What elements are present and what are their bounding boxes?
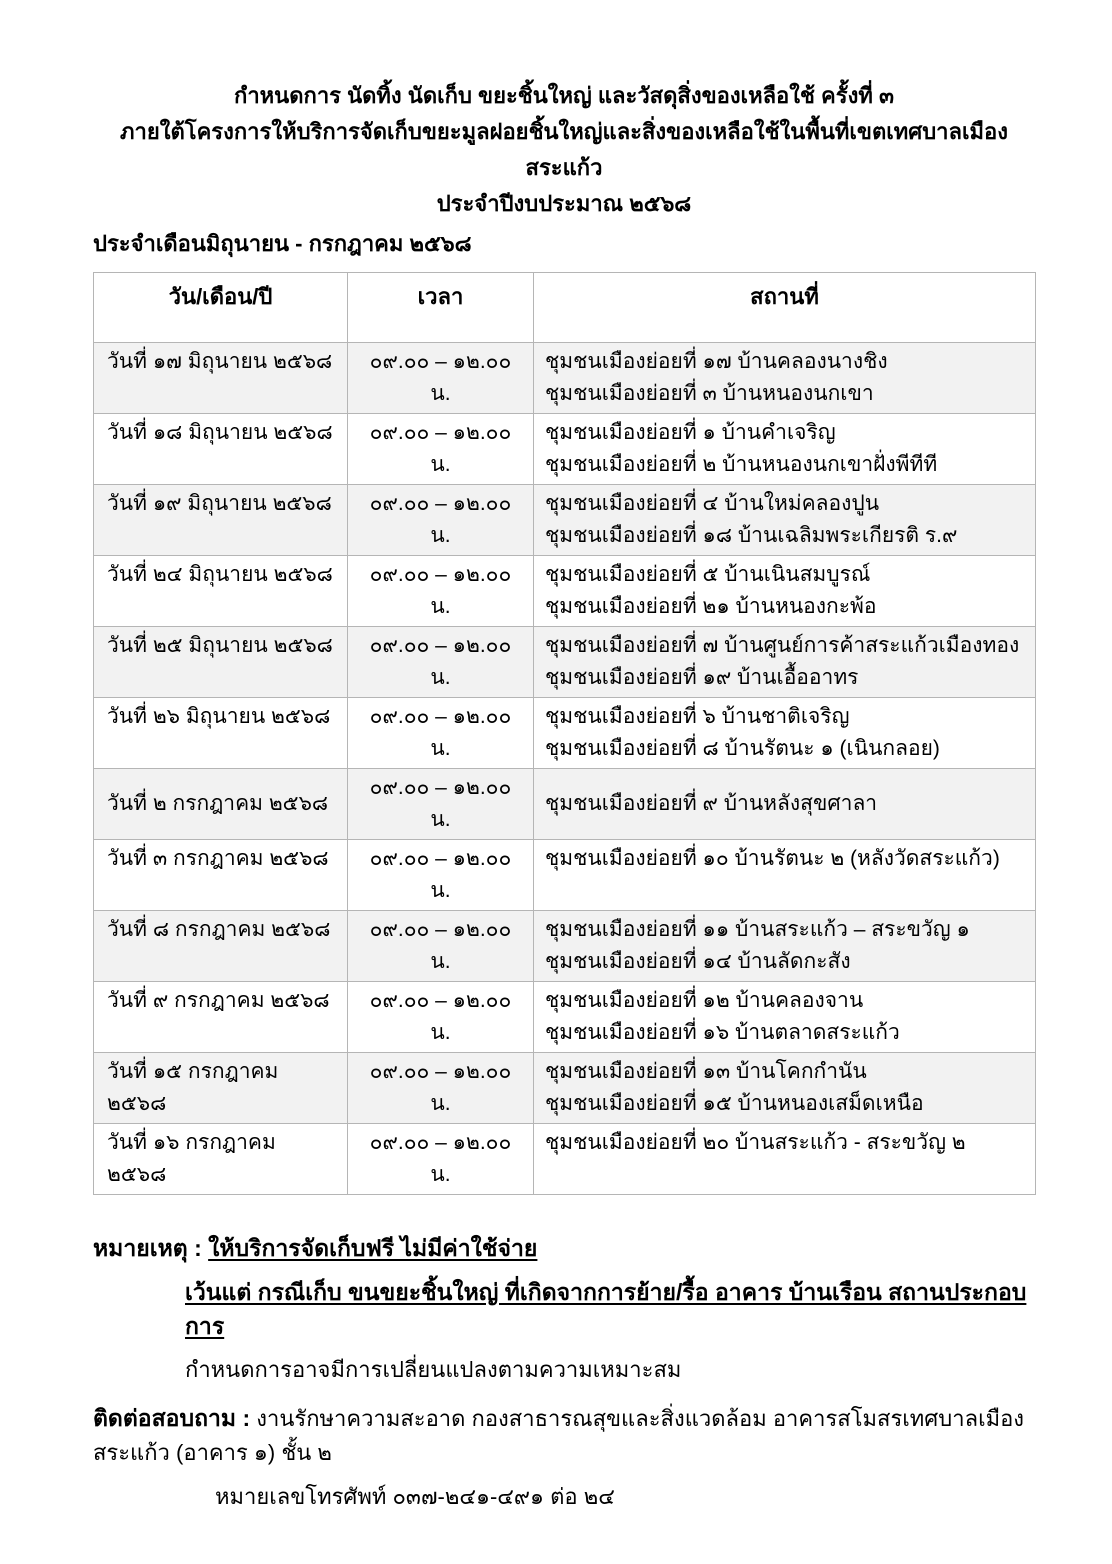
date-cell: วันที่ ๑๗ มิถุนายน ๒๕๖๘ [94, 343, 348, 414]
place-line: ชุมชนเมืองย่อยที่ ๕ บ้านเนินสมบูรณ์ [545, 563, 871, 586]
title-line-1: กำหนดการ นัดทิ้ง นัดเก็บ ขยะชิ้นใหญ่ และวัสดุสิ่งของเหลือใช้ ครั้งที่ ๓ [234, 83, 894, 108]
time-cell: ๐๙.๐๐ – ๑๒.๐๐ น. [348, 485, 534, 556]
place-line: ชุมชนเมืองย่อยที่ ๘ บ้านรัตนะ ๑ (เนินกลอย) [545, 737, 940, 760]
time-cell: ๐๙.๐๐ – ๑๒.๐๐ น. [348, 982, 534, 1053]
date-cell: วันที่ ๓ กรกฎาคม ๒๕๖๘ [94, 840, 348, 911]
place-cell [534, 414, 1036, 485]
place-line: ชุมชนเมืองย่อยที่ ๖ บ้านชาติเจริญ [545, 705, 850, 728]
notes-section [93, 1231, 1035, 1387]
header-date: วัน/เดือน/ปี [94, 273, 348, 343]
contact-section [93, 1401, 1035, 1514]
contact-label: ติดต่อสอบถาม : [93, 1405, 251, 1431]
contact-phone: หมายเลขโทรศัพท์ ๐๓๗-๒๔๑-๔๙๑ ต่อ ๒๔ [215, 1484, 615, 1509]
place-cell [534, 982, 1036, 1053]
place-cell [534, 627, 1036, 698]
place-line: ชุมชนเมืองย่อยที่ ๑๔ บ้านลัดกะสัง [545, 950, 851, 973]
place-cell [534, 1053, 1036, 1124]
place-cell [534, 769, 1036, 840]
place-line: ชุมชนเมืองย่อยที่ ๑๙ บ้านเอื้ออาทร [545, 666, 859, 689]
table-row [94, 1124, 1036, 1195]
time-cell: ๐๙.๐๐ – ๑๒.๐๐ น. [348, 911, 534, 982]
note-schedule-change: กำหนดการอาจมีการเปลี่ยนแปลงตามความเหมาะสม [185, 1357, 682, 1382]
place-line: ชุมชนเมืองย่อยที่ ๗ บ้านศูนย์การค้าสระแก้วเมืองทอง [545, 634, 1020, 657]
place-line: ชุมชนเมืองย่อยที่ ๑๒ บ้านคลองจาน [545, 989, 864, 1012]
table-row [94, 556, 1036, 627]
date-cell: วันที่ ๒๖ มิถุนายน ๒๕๖๘ [94, 698, 348, 769]
place-cell [534, 911, 1036, 982]
place-cell [534, 343, 1036, 414]
note-exception: เว้นแต่ กรณีเก็บ ขนขยะชิ้นใหญ่ ที่เกิดจากการย้าย/รื้อ อาคาร บ้านเรือน สถานประกอบการ [185, 1279, 1027, 1339]
contact-address: งานรักษาความสะอาด กองสาธารณสุขและสิ่งแวดล้อม อาคารสโมสรเทศบาลเมืองสระแก้ว (อาคาร ๑) ชั้น ๒ [93, 1406, 1025, 1465]
place-line: ชุมชนเมืองย่อยที่ ๒๑ บ้านหนองกะพ้อ [545, 595, 877, 618]
header-place: สถานที่ [534, 273, 1036, 343]
date-cell: วันที่ ๑๖ กรกฎาคม ๒๕๖๘ [94, 1124, 348, 1195]
note-line-1 [93, 1231, 1035, 1265]
time-cell: ๐๙.๐๐ – ๑๒.๐๐ น. [348, 769, 534, 840]
place-line: ชุมชนเมืองย่อยที่ ๑ บ้านคำเจริญ [545, 421, 836, 444]
table-row [94, 485, 1036, 556]
table-row [94, 982, 1036, 1053]
place-line: ชุมชนเมืองย่อยที่ ๙ บ้านหลังสุขศาลา [545, 792, 878, 815]
time-cell: ๐๙.๐๐ – ๑๒.๐๐ น. [348, 1053, 534, 1124]
notes-label: หมายเหตุ : [93, 1235, 202, 1261]
place-line: ชุมชนเมืองย่อยที่ ๓ บ้านหนองนกเขา [545, 382, 874, 405]
place-cell [534, 556, 1036, 627]
place-line: ชุมชนเมืองย่อยที่ ๒ บ้านหนองนกเขาฝั่งพีทีที [545, 453, 938, 476]
contact-line-1 [93, 1401, 1035, 1470]
header-time: เวลา [348, 273, 534, 343]
place-line: ชุมชนเมืองย่อยที่ ๑๓ บ้านโคกกำนัน [545, 1060, 867, 1083]
time-cell: ๐๙.๐๐ – ๑๒.๐๐ น. [348, 556, 534, 627]
date-cell: วันที่ ๘ กรกฎาคม ๒๕๖๘ [94, 911, 348, 982]
date-cell: วันที่ ๒๕ มิถุนายน ๒๕๖๘ [94, 627, 348, 698]
place-line: ชุมชนเมืองย่อยที่ ๑๖ บ้านตลาดสระแก้ว [545, 1021, 900, 1044]
place-line: ชุมชนเมืองย่อยที่ ๑๐ บ้านรัตนะ ๒ (หลังวัดสระแก้ว) [545, 847, 1000, 870]
table-row [94, 414, 1036, 485]
date-cell: วันที่ ๑๘ มิถุนายน ๒๕๖๘ [94, 414, 348, 485]
note-free-service: ให้บริการจัดเก็บฟรี ไม่มีค่าใช้จ่าย [208, 1235, 538, 1261]
table-row [94, 769, 1036, 840]
schedule-table-header [94, 273, 1036, 343]
table-row [94, 911, 1036, 982]
place-cell [534, 698, 1036, 769]
header-row [94, 273, 1036, 343]
note-line-3 [185, 1353, 1035, 1387]
contact-line-2 [215, 1480, 1035, 1514]
place-cell [534, 485, 1036, 556]
schedule-table-body [94, 343, 1036, 1195]
place-cell [534, 840, 1036, 911]
table-row [94, 840, 1036, 911]
time-cell: ๐๙.๐๐ – ๑๒.๐๐ น. [348, 1124, 534, 1195]
place-cell [534, 1124, 1036, 1195]
time-cell: ๐๙.๐๐ – ๑๒.๐๐ น. [348, 840, 534, 911]
table-row [94, 698, 1036, 769]
document-title [93, 78, 1035, 222]
note-line-2 [185, 1275, 1035, 1343]
date-cell: วันที่ ๒ กรกฎาคม ๒๕๖๘ [94, 769, 348, 840]
place-line: ชุมชนเมืองย่อยที่ ๔ บ้านใหม่คลองปูน [545, 492, 880, 515]
place-line: ชุมชนเมืองย่อยที่ ๒๐ บ้านสระแก้ว - สระขวัญ ๒ [545, 1131, 966, 1154]
schedule-table [93, 272, 1036, 1195]
time-cell: ๐๙.๐๐ – ๑๒.๐๐ น. [348, 414, 534, 485]
place-line: ชุมชนเมืองย่อยที่ ๑๕ บ้านหนองเสม็ดเหนือ [545, 1092, 924, 1115]
table-row [94, 343, 1036, 414]
place-line: ชุมชนเมืองย่อยที่ ๑๗ บ้านคลองนางชิง [545, 350, 888, 373]
title-line-3: ประจำปีงบประมาณ ๒๕๖๘ [436, 191, 692, 216]
title-line-2: ภายใต้โครงการให้บริการจัดเก็บขยะมูลฝอยชิ้นใหญ่และสิ่งของเหลือใช้ในพื้นที่เขตเทศบาลเมืองสระแก้ว [119, 119, 1008, 180]
date-cell: วันที่ ๑๙ มิถุนายน ๒๕๖๘ [94, 485, 348, 556]
date-cell: วันที่ ๑๕ กรกฎาคม ๒๕๖๘ [94, 1053, 348, 1124]
time-cell: ๐๙.๐๐ – ๑๒.๐๐ น. [348, 343, 534, 414]
date-cell: วันที่ ๙ กรกฎาคม ๒๕๖๘ [94, 982, 348, 1053]
table-row [94, 1053, 1036, 1124]
place-line: ชุมชนเมืองย่อยที่ ๑๘ บ้านเฉลิมพระเกียรติ ร.๙ [545, 524, 958, 547]
time-cell: ๐๙.๐๐ – ๑๒.๐๐ น. [348, 698, 534, 769]
period-heading: ประจำเดือนมิถุนายน - กรกฎาคม ๒๕๖๘ [93, 231, 472, 256]
time-cell: ๐๙.๐๐ – ๑๒.๐๐ น. [348, 627, 534, 698]
date-cell: วันที่ ๒๔ มิถุนายน ๒๕๖๘ [94, 556, 348, 627]
table-row [94, 627, 1036, 698]
place-line: ชุมชนเมืองย่อยที่ ๑๑ บ้านสระแก้ว – สระขวัญ ๑ [545, 918, 970, 941]
